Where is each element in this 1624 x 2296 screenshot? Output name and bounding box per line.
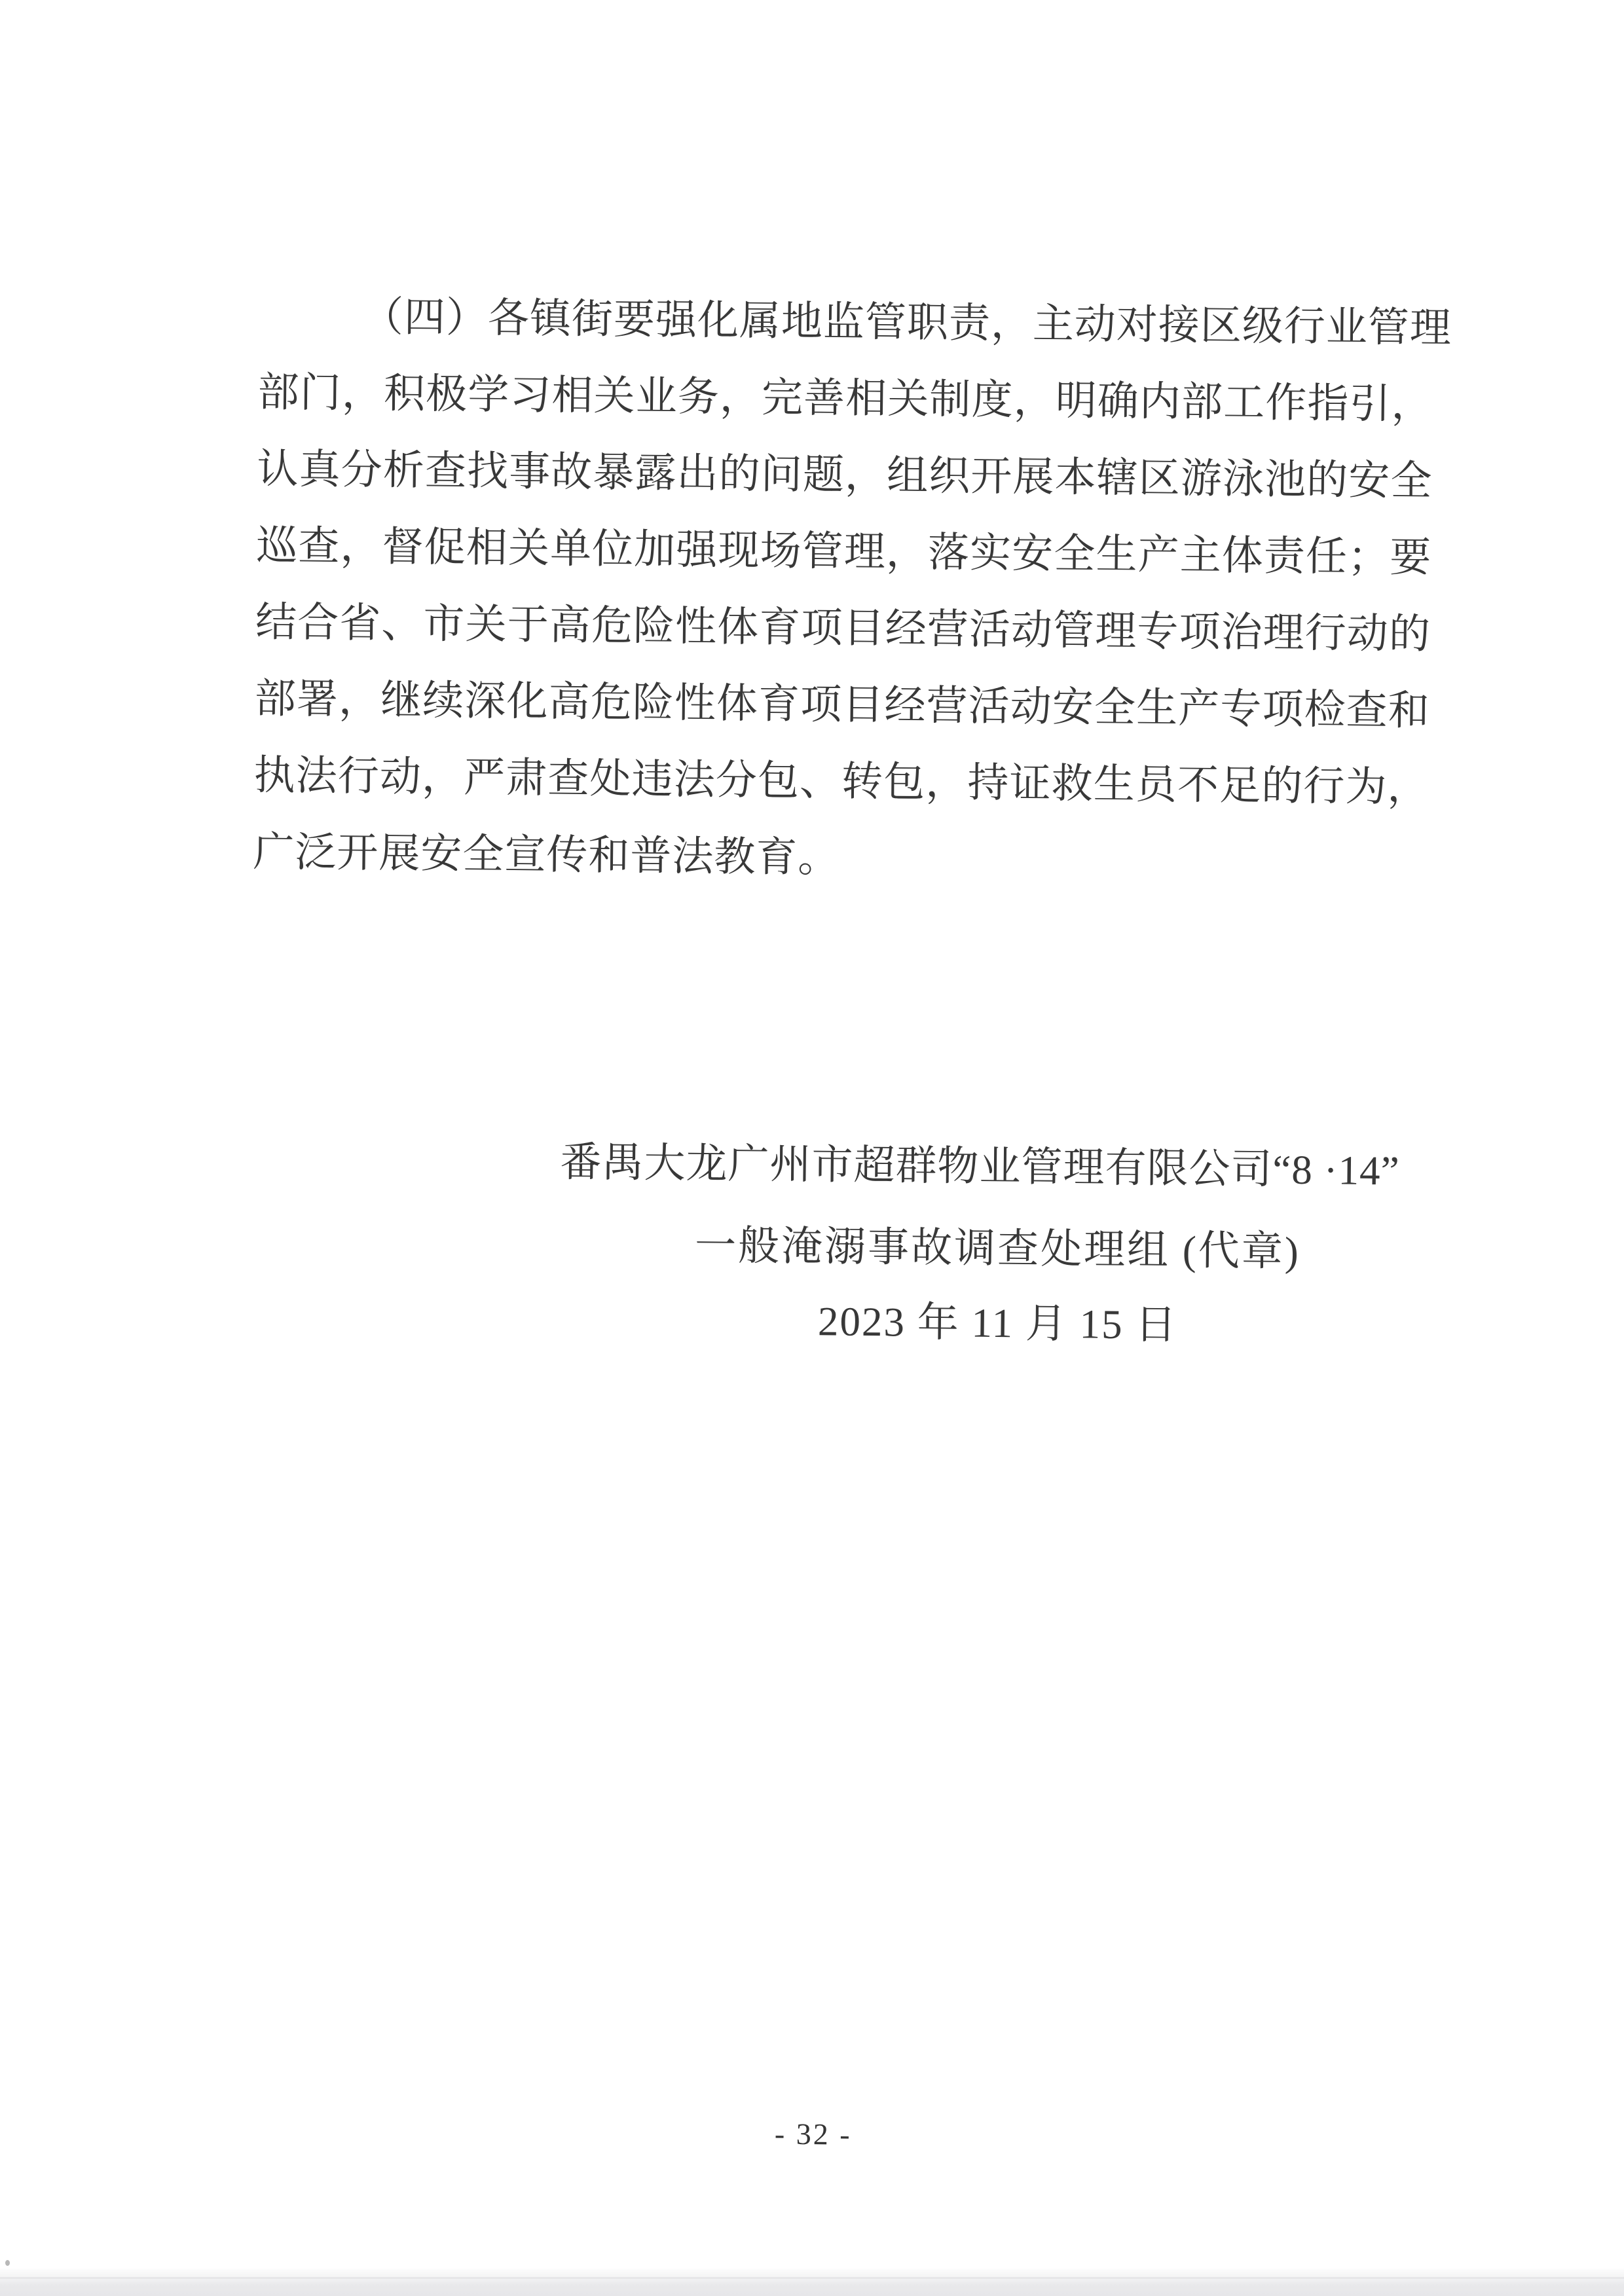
scan-artifact-speck xyxy=(5,2260,10,2266)
paragraph-line: 巡查，督促相关单位加强现场管理，落实安全生产主体责任；要 xyxy=(255,522,1432,581)
signature-date: 2023 年 11 月 15 日 xyxy=(817,1298,1178,1348)
paragraph-line: 执法行动，严肃查处违法分包、转包，持证救生员不足的行为， xyxy=(253,752,1430,811)
paragraph-line: 广泛开展安全宣传和普法教育。 xyxy=(253,829,840,881)
signature-group-line: 一般淹溺事故调查处理组 (代章) xyxy=(694,1222,1301,1275)
paragraph-line: 部署，继续深化高危险性体育项目经营活动安全生产专项检查和 xyxy=(254,676,1431,734)
paragraph-line: 结合省、市关于高危险性体育项目经营活动管理专项治理行动的 xyxy=(255,599,1431,657)
paragraph-line: 部门，积极学习相关业务，完善相关制度，明确内部工作指引， xyxy=(257,369,1434,428)
paragraph-line: （四）各镇街要强化属地监管职责，主动对接区级行业管理 xyxy=(361,293,1452,352)
page-number: - 32 - xyxy=(774,2117,852,2151)
scan-bottom-edge xyxy=(0,2269,1624,2296)
signature-organization-line: 番禺大龙广州市超群物业管理有限公司“8 ·14” xyxy=(560,1139,1400,1194)
paragraph-line: 认真分析查找事故暴露出的问题，组织开展本辖区游泳池的安全 xyxy=(257,446,1433,504)
scan-bottom-edge-line xyxy=(0,2277,1624,2279)
